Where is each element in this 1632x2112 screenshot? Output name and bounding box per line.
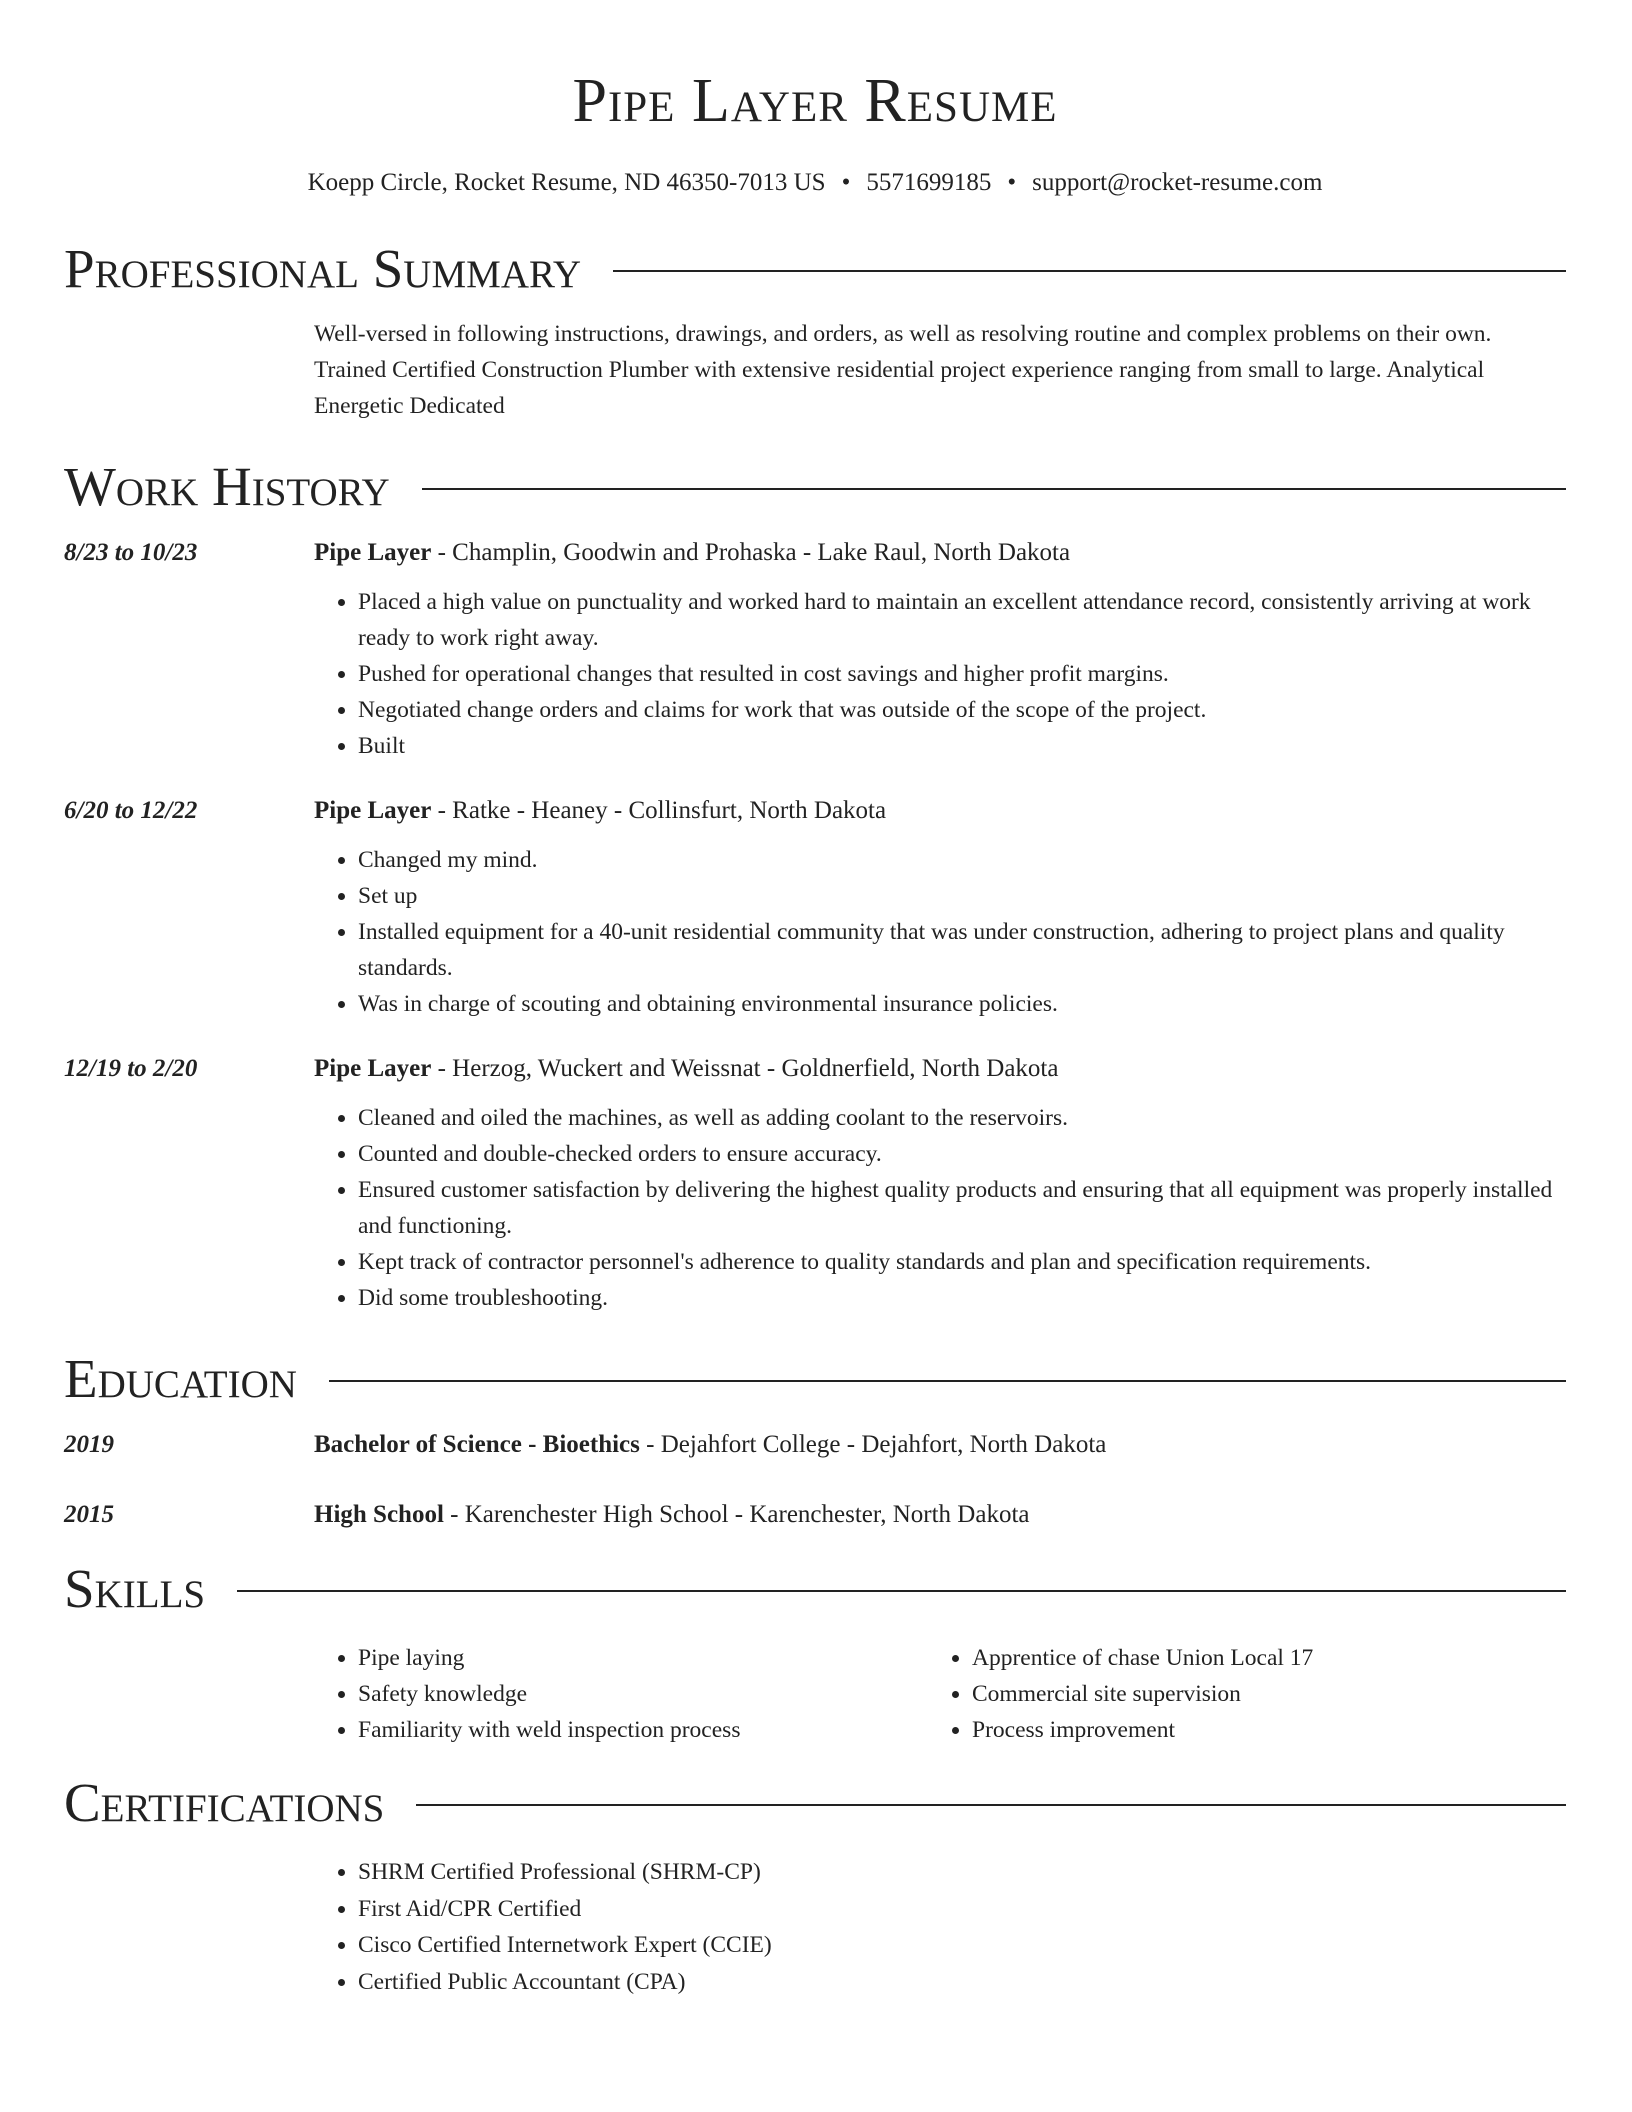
- work-history-section: [64, 452, 1566, 1316]
- job-title: Pipe Layer: [314, 539, 432, 566]
- job-bullets: [314, 842, 1566, 1022]
- list-item: • Pushed for operational changes that resulted in cost savings and higher profit margins.: [358, 656, 1566, 692]
- list-item: • Did some troubleshooting.: [358, 1280, 1566, 1316]
- education-section: [64, 1344, 1566, 1532]
- section-header: [64, 452, 1566, 522]
- education-degree: Bachelor of Science - Bioethics: [314, 1431, 640, 1458]
- list-item: • Certified Public Accountant (CPA): [358, 1964, 1566, 2001]
- section-title-skills: Skills: [64, 1558, 206, 1619]
- education-year: 2015: [64, 1501, 114, 1528]
- contact-phone: 5571699185: [866, 169, 992, 196]
- section-divider: [416, 1804, 1566, 1806]
- section-header: [64, 1554, 1566, 1624]
- list-item: • Negotiated change orders and claims for work that was outside of the scope of the project.: [358, 692, 1566, 728]
- job-dates: 6/20 to 12/22: [64, 797, 198, 824]
- list-item: • Was in charge of scouting and obtaining environmental insurance policies.: [358, 986, 1566, 1022]
- list-item: • Process improvement: [972, 1712, 1542, 1748]
- education-details: - Dejahfort College - Dejahfort, North Dakota: [639, 1431, 1107, 1458]
- list-item: • Safety knowledge: [358, 1676, 928, 1712]
- skills-list-left: [314, 1640, 928, 1748]
- contact-separator: •: [841, 169, 851, 196]
- list-item: • Installed equipment for a 40-unit residential community that was under construction, adhering to project plans and quality standards.: [358, 914, 1566, 986]
- education-heading: [314, 1498, 1566, 1532]
- list-item: • Placed a high value on punctuality and worked hard to maintain an excellent attendance record, consistently arriving at work ready to work right away.: [358, 584, 1566, 656]
- education-entry: [64, 1498, 1566, 1532]
- education-details: - Karenchester High School - Karenchester, North Dakota: [443, 1501, 1030, 1528]
- contact-email: support@rocket-resume.com: [1032, 169, 1323, 196]
- summary-section: [64, 234, 1566, 424]
- list-item: • Kept track of contractor personnel's adherence to quality standards and plan and specification requirements.: [358, 1244, 1566, 1280]
- resume-title: Pipe Layer Resume: [572, 67, 1058, 135]
- list-item: • First Aid/CPR Certified: [358, 1891, 1566, 1928]
- certifications-list: [314, 1854, 1566, 2000]
- job-heading: [314, 794, 1566, 828]
- list-item: • Apprentice of chase Union Local 17: [972, 1640, 1542, 1676]
- skills-section: [64, 1554, 1566, 1748]
- section-header: [64, 1344, 1566, 1414]
- section-title-education: Education: [64, 1348, 297, 1409]
- resume-page: [64, 0, 1566, 2000]
- job-entry: [64, 536, 1566, 764]
- list-item: • Counted and double-checked orders to ensure accuracy.: [358, 1136, 1566, 1172]
- skills-list-right: [928, 1640, 1542, 1748]
- job-details: - Herzog, Wuckert and Weissnat - Goldnerfield, North Dakota: [431, 1055, 1059, 1082]
- job-heading: [314, 536, 1566, 570]
- list-item: • Familiarity with weld inspection process: [358, 1712, 928, 1748]
- list-item: • Commercial site supervision: [972, 1676, 1542, 1712]
- list-item: • Set up: [358, 878, 1566, 914]
- education-heading: [314, 1428, 1566, 1462]
- section-divider: [422, 488, 1566, 490]
- section-title-certifications: Certifications: [64, 1772, 385, 1833]
- certifications-section: [64, 1768, 1566, 2000]
- contact-address: Koepp Circle, Rocket Resume, ND 46350-7013 US: [307, 169, 826, 196]
- contact-separator: •: [1007, 169, 1017, 196]
- job-bullets: [314, 584, 1566, 764]
- education-entry: [64, 1428, 1566, 1462]
- section-title-summary: Professional Summary: [64, 238, 582, 299]
- job-details: - Champlin, Goodwin and Prohaska - Lake Raul, North Dakota: [431, 539, 1071, 566]
- contact-line: [64, 166, 1566, 200]
- section-header: [64, 234, 1566, 304]
- section-title-work: Work History: [64, 456, 390, 517]
- list-item: • Ensured customer satisfaction by delivering the highest quality products and ensuring that all equipment was properly installed and functioning.: [358, 1172, 1566, 1244]
- education-year: 2019: [64, 1431, 114, 1458]
- job-title: Pipe Layer: [314, 797, 432, 824]
- section-divider: [329, 1380, 1566, 1382]
- summary-text: Well-versed in following instructions, drawings, and orders, as well as resolving routine and complex problems on their own. Trained Certified Construction Plumber with extensive residential project experience ranging from small to large. Analytical Energetic Dedicated: [314, 321, 1492, 419]
- section-divider: [613, 270, 1566, 272]
- job-details: - Ratke - Heaney - Collinsfurt, North Dakota: [431, 797, 887, 824]
- list-item: • Cisco Certified Internetwork Expert (CCIE): [358, 1927, 1566, 1964]
- list-item: • Cleaned and oiled the machines, as well as adding coolant to the reservoirs.: [358, 1100, 1566, 1136]
- job-dates: 12/19 to 2/20: [64, 1055, 198, 1082]
- job-heading: [314, 1052, 1566, 1086]
- job-entry: [64, 794, 1566, 1022]
- list-item: • Built: [358, 728, 1566, 764]
- skills-columns: [314, 1640, 1566, 1748]
- section-divider: [237, 1590, 1566, 1592]
- list-item: • Changed my mind.: [358, 842, 1566, 878]
- job-title: Pipe Layer: [314, 1055, 432, 1082]
- job-dates: 8/23 to 10/23: [64, 539, 198, 566]
- list-item: • SHRM Certified Professional (SHRM-CP): [358, 1854, 1566, 1891]
- job-bullets: [314, 1100, 1566, 1316]
- list-item: • Pipe laying: [358, 1640, 928, 1676]
- education-degree: High School: [314, 1501, 444, 1528]
- job-entry: [64, 1052, 1566, 1316]
- section-header: [64, 1768, 1566, 1838]
